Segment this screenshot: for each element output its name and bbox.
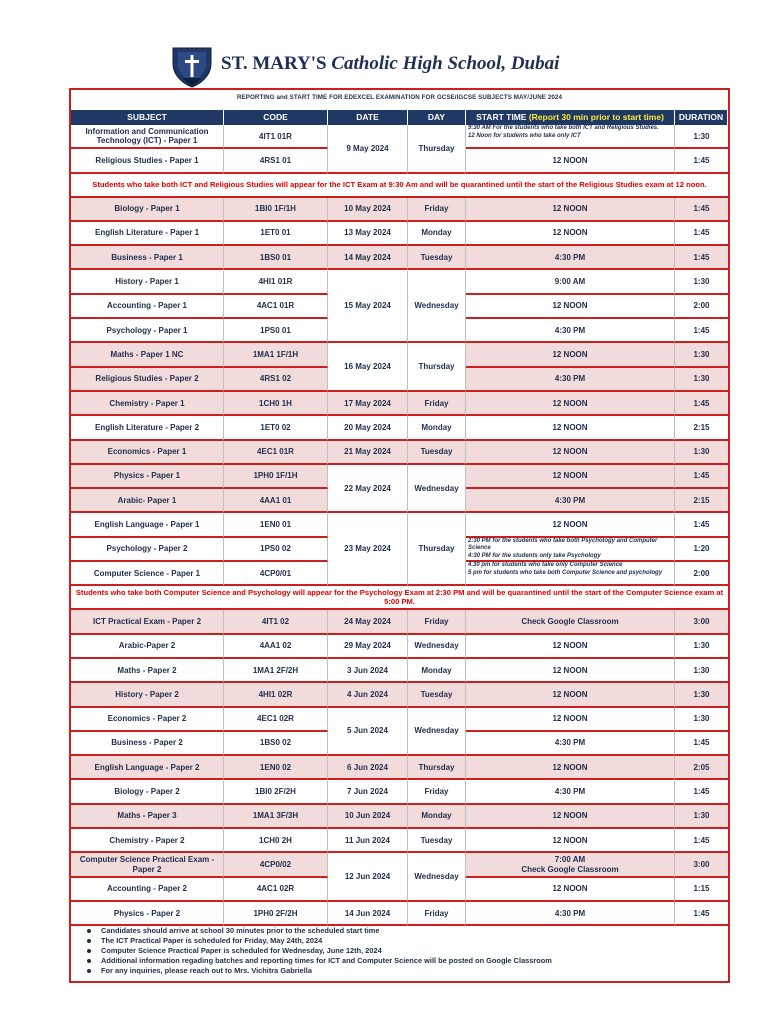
subject-cell: Business - Paper 1 <box>71 246 224 270</box>
subject-cell: English Literature - Paper 2 <box>71 416 224 440</box>
start-time-cell: 4:30 PM <box>466 781 675 805</box>
subject-cell: Chemistry - Paper 1 <box>71 392 224 416</box>
start-time-cell: 4:30 PM <box>466 489 675 513</box>
table-row <box>71 392 728 416</box>
subject-cell: ICT Practical Exam - Paper 2 <box>71 610 224 634</box>
duration-cell: 1:30 <box>675 125 728 149</box>
table-row <box>71 246 728 270</box>
subject-cell: English Language - Paper 1 <box>71 514 224 538</box>
duration-cell: 1:45 <box>675 781 728 805</box>
table-row <box>71 441 728 465</box>
duration-cell: 1:15 <box>675 878 728 902</box>
code-cell: 1MA1 2F/2H <box>224 659 328 683</box>
day-cell: Wednesday <box>408 635 466 659</box>
date-cell: 9 May 2024 <box>328 125 408 174</box>
start-time-cell: 4:30 PM <box>466 246 675 270</box>
subject-cell: Chemistry - Paper 2 <box>71 829 224 853</box>
date-cell: 3 Jun 2024 <box>328 659 408 683</box>
duration-cell: 1:45 <box>675 829 728 853</box>
table-row <box>71 659 728 683</box>
code-cell: 1PH0 2F/2H <box>224 902 328 926</box>
start-time-cell: 12 NOON <box>466 805 675 829</box>
subject-cell: Religious Studies - Paper 1 <box>71 149 224 173</box>
start-time-cell: 12 NOON <box>466 222 675 246</box>
date-cell: 21 May 2024 <box>328 441 408 465</box>
code-cell: 1MA1 3F/3H <box>224 805 328 829</box>
subject-cell: Arabic- Paper 1 <box>71 489 224 513</box>
start-time-line: Check Google Classroom <box>521 864 619 874</box>
start-time-cell: 4:30 PM <box>466 902 675 926</box>
page-header <box>0 0 768 88</box>
code-cell: 4EC1 02R <box>224 708 328 732</box>
start-time-cell: 12 NOON <box>466 441 675 465</box>
start-time-line: 5 pm for students who take both Computer Science and psychology <box>468 569 663 576</box>
day-cell: Monday <box>408 222 466 246</box>
subject-cell: English Literature - Paper 1 <box>71 222 224 246</box>
duration-cell: 3:00 <box>675 610 728 634</box>
footnote-text: For any inquiries, please reach out to Mrs. Vichitra Gabriella <box>101 966 312 975</box>
footnote-text: The ICT Practical Paper is scheduled for Friday, May 24th, 2024 <box>101 936 323 945</box>
subject-cell: Information and Communication Technology (ICT) - Paper 1 <box>71 125 224 149</box>
duration-cell: 1:30 <box>675 659 728 683</box>
code-cell: 4AA1 02 <box>224 635 328 659</box>
day-cell: Wednesday <box>408 853 466 902</box>
start-time-cell: 4:30 PM <box>466 732 675 756</box>
day-cell: Monday <box>408 416 466 440</box>
day-cell: Tuesday <box>408 683 466 707</box>
subject-cell: Business - Paper 2 <box>71 732 224 756</box>
date-cell: 15 May 2024 <box>328 271 408 344</box>
code-cell: 1BS0 02 <box>224 732 328 756</box>
start-time-cell: 12 NOON <box>466 756 675 780</box>
subject-cell: Biology - Paper 1 <box>71 198 224 222</box>
subject-cell: Biology - Paper 2 <box>71 781 224 805</box>
start-time-cell: 12 NOON <box>466 635 675 659</box>
duration-cell: 1:45 <box>675 392 728 416</box>
date-cell: 14 Jun 2024 <box>328 902 408 926</box>
school-name-bold: ST. MARY'S <box>221 53 327 74</box>
bullet-icon <box>87 939 91 943</box>
day-cell: Thursday <box>408 343 466 392</box>
day-cell: Friday <box>408 610 466 634</box>
start-time-cell: 12 NOON <box>466 198 675 222</box>
code-cell: 4HI1 01R <box>224 271 328 295</box>
code-cell: 4HI1 02R <box>224 683 328 707</box>
start-time-cell: 12 NOON <box>466 465 675 489</box>
table-row <box>71 781 728 805</box>
start-time-line: 2:30 PM for the students who take both Psychology and Computer Science <box>468 537 658 552</box>
start-time-cell: 12 NOON <box>466 659 675 683</box>
table-header-row <box>71 110 728 125</box>
school-crest-icon <box>170 44 214 88</box>
duration-cell: 1:30 <box>675 635 728 659</box>
code-cell: 1ET0 02 <box>224 416 328 440</box>
date-cell: 10 Jun 2024 <box>328 805 408 829</box>
subject-cell: History - Paper 2 <box>71 683 224 707</box>
bullet-icon <box>87 949 91 953</box>
subject-cell: English Language - Paper 2 <box>71 756 224 780</box>
code-cell: 1PS0 02 <box>224 538 328 562</box>
code-cell: 1BI0 1F/1H <box>224 198 328 222</box>
duration-cell: 1:45 <box>675 732 728 756</box>
date-cell: 16 May 2024 <box>328 343 408 392</box>
code-cell: 4CP0/01 <box>224 562 328 586</box>
date-cell: 22 May 2024 <box>328 465 408 514</box>
day-cell: Wednesday <box>408 708 466 757</box>
date-cell: 20 May 2024 <box>328 416 408 440</box>
table-row <box>71 416 728 440</box>
duration-cell: 2:15 <box>675 416 728 440</box>
subject-cell: Accounting - Paper 2 <box>71 878 224 902</box>
start-time-line: 9:30 AM For the students who take both ICT and Religious Studies. <box>468 125 659 131</box>
code-cell: 4RS1 02 <box>224 368 328 392</box>
footnote-text: Candidates should arrive at school 30 minutes prior to the scheduled start time <box>101 926 380 935</box>
start-time-cell: 4:30 PM <box>466 368 675 392</box>
duration-cell: 1:45 <box>675 902 728 926</box>
start-time-cell: 12 NOON <box>466 416 675 440</box>
footnote-item <box>79 956 719 966</box>
code-cell: 1CH0 1H <box>224 392 328 416</box>
column-header-subject: SUBJECT <box>71 110 224 125</box>
footnote-item <box>79 936 719 946</box>
date-cell: 6 Jun 2024 <box>328 756 408 780</box>
start-time-cell <box>466 853 675 877</box>
table-row <box>71 829 728 853</box>
footnotes-list <box>79 926 719 976</box>
duration-cell: 1:30 <box>675 368 728 392</box>
start-time-cell <box>466 538 675 562</box>
footnote-item <box>79 946 719 956</box>
duration-cell: 1:45 <box>675 514 728 538</box>
date-cell: 10 May 2024 <box>328 198 408 222</box>
day-cell: Monday <box>408 805 466 829</box>
code-cell: 4AC1 02R <box>224 878 328 902</box>
duration-cell: 2:15 <box>675 489 728 513</box>
date-cell: 23 May 2024 <box>328 514 408 587</box>
start-time-cell <box>466 125 675 149</box>
subject-cell: Economics - Paper 1 <box>71 441 224 465</box>
start-time-cell <box>466 562 675 586</box>
duration-cell: 1:30 <box>675 805 728 829</box>
subject-cell: Psychology - Paper 1 <box>71 319 224 343</box>
code-cell: 4CP0/02 <box>224 853 328 877</box>
column-header-duration: DURATION <box>675 110 728 125</box>
date-cell: 29 May 2024 <box>328 635 408 659</box>
subject-cell: Computer Science - Paper 1 <box>71 562 224 586</box>
schedule-notice: REPORTING and START TIME FOR EDEXCEL EXAMINATION FOR GCSE/IGCSE SUBJECTS MAY/JUNE 2024 <box>236 94 562 101</box>
start-time-cell: 12 NOON <box>466 149 675 173</box>
table-row <box>71 198 728 222</box>
subject-cell: Physics - Paper 1 <box>71 465 224 489</box>
footnote-item <box>79 926 719 936</box>
date-cell: 17 May 2024 <box>328 392 408 416</box>
date-cell: 5 Jun 2024 <box>328 708 408 757</box>
duration-cell: 1:30 <box>675 708 728 732</box>
duration-cell: 3:00 <box>675 853 728 877</box>
date-cell: 7 Jun 2024 <box>328 781 408 805</box>
duration-cell: 1:30 <box>675 441 728 465</box>
day-cell: Friday <box>408 198 466 222</box>
quarantine-note: Students who take both ICT and Religious Studies will appear for the ICT Exam at 9:30 Am and will be quarantined until the start of the Religious Studies exam at 12 noon. <box>71 174 728 198</box>
table-row <box>71 902 728 926</box>
day-cell: Thursday <box>408 125 466 174</box>
start-time-line: 4:30 PM for the students only take Psychology <box>468 552 601 559</box>
start-time-cell: 12 NOON <box>466 343 675 367</box>
school-name-italic: Catholic High School, Dubai <box>331 53 560 74</box>
subject-cell: Computer Science Practical Exam - Paper 2 <box>71 853 224 877</box>
code-cell: 1BS0 01 <box>224 246 328 270</box>
day-cell: Friday <box>408 392 466 416</box>
subject-cell: Psychology - Paper 2 <box>71 538 224 562</box>
subject-cell: Maths - Paper 1 NC <box>71 343 224 367</box>
footnote-text: Additional information regading batches and reporting times for ICT and Computer Science will be posted on Google Classroom <box>101 956 552 965</box>
school-title <box>221 53 559 75</box>
code-cell: 1ET0 01 <box>224 222 328 246</box>
duration-cell: 2:00 <box>675 562 728 586</box>
column-header-date: DATE <box>328 110 408 125</box>
bullet-icon <box>87 969 91 973</box>
quarantine-note: Students who take both Computer Science and Psychology will appear for the Psychology Exam at 2:30 PM and will be quarantined until the start of the Computer Science exam at 5:00 PM. <box>71 586 728 610</box>
code-cell: 4RS1 01 <box>224 149 328 173</box>
date-cell: 13 May 2024 <box>328 222 408 246</box>
duration-cell: 1:45 <box>675 319 728 343</box>
subject-cell: History - Paper 1 <box>71 271 224 295</box>
column-header-start-time <box>466 110 675 125</box>
subject-cell: Maths - Paper 2 <box>71 659 224 683</box>
date-cell: 11 Jun 2024 <box>328 829 408 853</box>
bullet-icon <box>87 959 91 963</box>
footnote-item <box>79 966 719 976</box>
duration-cell: 1:45 <box>675 149 728 173</box>
table-row <box>71 805 728 829</box>
start-time-cell: 12 NOON <box>466 829 675 853</box>
subject-cell: Physics - Paper 2 <box>71 902 224 926</box>
day-cell: Monday <box>408 659 466 683</box>
code-cell: 1PS0 01 <box>224 319 328 343</box>
code-cell: 4IT1 01R <box>224 125 328 149</box>
day-cell: Friday <box>408 781 466 805</box>
day-cell: Thursday <box>408 514 466 587</box>
duration-cell: 2:00 <box>675 295 728 319</box>
code-cell: 4EC1 01R <box>224 441 328 465</box>
bullet-icon <box>87 929 91 933</box>
day-cell: Wednesday <box>408 465 466 514</box>
day-cell: Thursday <box>408 756 466 780</box>
duration-cell: 1:30 <box>675 683 728 707</box>
day-cell: Tuesday <box>408 441 466 465</box>
code-cell: 4AA1 01 <box>224 489 328 513</box>
subject-cell: Accounting - Paper 1 <box>71 295 224 319</box>
start-time-line: 7:00 AM <box>554 855 586 865</box>
duration-cell: 2:05 <box>675 756 728 780</box>
start-time-line: 12 Noon for students who take only ICT <box>468 132 581 139</box>
start-time-label: START TIME <box>476 111 527 122</box>
subject-cell: Arabic-Paper 2 <box>71 635 224 659</box>
day-cell: Tuesday <box>408 246 466 270</box>
code-cell: 1EN0 01 <box>224 514 328 538</box>
date-cell: 4 Jun 2024 <box>328 683 408 707</box>
column-header-code: CODE <box>224 110 328 125</box>
table-row <box>71 756 728 780</box>
day-cell: Tuesday <box>408 829 466 853</box>
code-cell: 1BI0 2F/2H <box>224 781 328 805</box>
date-cell: 12 Jun 2024 <box>328 853 408 902</box>
day-cell: Wednesday <box>408 271 466 344</box>
code-cell: 1CH0 2H <box>224 829 328 853</box>
duration-cell: 1:20 <box>675 538 728 562</box>
date-cell: 24 May 2024 <box>328 610 408 634</box>
table-row <box>71 222 728 246</box>
code-cell: 1EN0 02 <box>224 756 328 780</box>
start-time-note: (Report 30 min prior to start time) <box>528 111 664 122</box>
duration-cell: 1:45 <box>675 198 728 222</box>
code-cell: 4AC1 01R <box>224 295 328 319</box>
subject-cell: Religious Studies - Paper 2 <box>71 368 224 392</box>
column-header-day: DAY <box>408 110 466 125</box>
start-time-cell: 12 NOON <box>466 392 675 416</box>
table-row <box>71 635 728 659</box>
code-cell: 4IT1 02 <box>224 610 328 634</box>
duration-cell: 1:45 <box>675 465 728 489</box>
start-time-cell: 4:30 PM <box>466 319 675 343</box>
code-cell: 1MA1 1F/1H <box>224 343 328 367</box>
day-cell: Friday <box>408 902 466 926</box>
footnote-text: Computer Science Practical Paper is scheduled for Wednesday, June 12th, 2024 <box>101 946 382 955</box>
start-time-cell: 9:00 AM <box>466 271 675 295</box>
start-time-line: 4.30 pm for students who take only Computer Science <box>468 562 623 569</box>
date-cell: 14 May 2024 <box>328 246 408 270</box>
start-time-cell: 12 NOON <box>466 514 675 538</box>
start-time-cell: Check Google Classroom <box>466 610 675 634</box>
duration-cell: 1:45 <box>675 222 728 246</box>
duration-cell: 1:30 <box>675 343 728 367</box>
subject-cell: Economics - Paper 2 <box>71 708 224 732</box>
start-time-cell: 12 NOON <box>466 295 675 319</box>
start-time-cell: 12 NOON <box>466 708 675 732</box>
table-row <box>71 610 728 634</box>
start-time-cell: 12 NOON <box>466 683 675 707</box>
subject-cell: Maths - Paper 3 <box>71 805 224 829</box>
duration-cell: 1:30 <box>675 271 728 295</box>
table-row <box>71 683 728 707</box>
duration-cell: 1:45 <box>675 246 728 270</box>
code-cell: 1PH0 1F/1H <box>224 465 328 489</box>
exam-schedule-frame <box>69 88 730 983</box>
start-time-cell: 12 NOON <box>466 878 675 902</box>
